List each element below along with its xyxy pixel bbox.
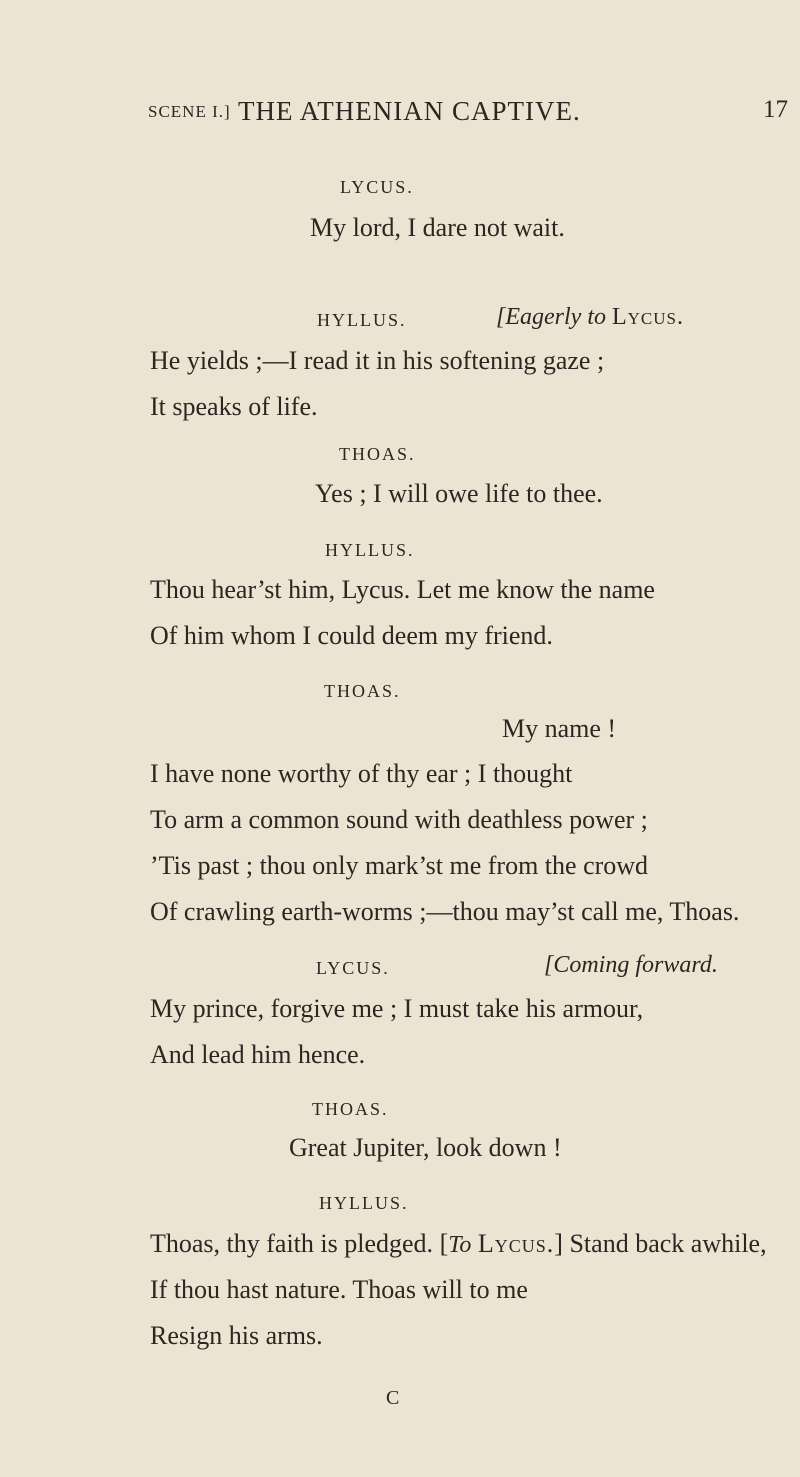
page-number: 17 bbox=[763, 96, 788, 123]
stage-direction bbox=[496, 304, 684, 331]
verse-line: My name ! bbox=[502, 714, 617, 743]
verse-line: My prince, forgive me ; I must take his armour, bbox=[150, 994, 644, 1023]
printer-signature: C bbox=[386, 1387, 400, 1409]
running-head-title: THE ATHENIAN CAPTIVE. bbox=[238, 96, 581, 126]
verse-line: My lord, I dare not wait. bbox=[310, 213, 565, 242]
verse-line: Resign his arms. bbox=[150, 1321, 323, 1350]
verse-line: I have none worthy of thy ear ; I thought bbox=[150, 759, 573, 788]
speaker-name: LYCUS. bbox=[316, 958, 390, 978]
stage-italic: To bbox=[448, 1232, 472, 1258]
speaker-name: HYLLUS. bbox=[325, 540, 415, 560]
verse-line: If thou hast nature. Thoas will to me bbox=[150, 1275, 528, 1304]
verse-line: And lead him hence. bbox=[150, 1040, 366, 1069]
verse-text: Thoas, thy faith is pledged. bbox=[150, 1229, 434, 1258]
verse-line: To arm a common sound with deathless power ; bbox=[150, 805, 648, 834]
stage-bracket: [ bbox=[496, 304, 506, 330]
stage-character-name: Lycus. bbox=[611, 304, 684, 330]
speaker-name: LYCUS. bbox=[340, 177, 414, 197]
speaker-name: THOAS. bbox=[339, 444, 416, 464]
verse-line: Thou hear’st him, Lycus. Let me know the name bbox=[150, 575, 655, 604]
verse-line: He yields ;—I read it in his softening gaze ; bbox=[150, 346, 605, 375]
verse-line: It speaks of life. bbox=[150, 392, 318, 421]
stage-character-name: Lycus. bbox=[477, 1229, 555, 1258]
verse-line: Great Jupiter, look down ! bbox=[289, 1133, 562, 1162]
verse-line: ’Tis past ; thou only mark’st me from the crowd bbox=[150, 851, 649, 880]
stage-italic: Eagerly to bbox=[505, 304, 606, 330]
speaker-name: THOAS. bbox=[312, 1099, 389, 1119]
verse-line: Yes ; I will owe life to thee. bbox=[315, 479, 603, 508]
stage-direction: [Coming forward. bbox=[544, 952, 718, 978]
verse-line: Of him whom I could deem my friend. bbox=[150, 621, 553, 650]
speaker-name: HYLLUS. bbox=[319, 1193, 409, 1213]
verse-line: Thoas, thy faith is pledged. [To Lycus.] Stand back awhile, bbox=[150, 1229, 767, 1258]
verse-text: Stand back awhile, bbox=[569, 1229, 767, 1258]
speaker-name: HYLLUS. bbox=[317, 310, 407, 330]
speaker-name: THOAS. bbox=[324, 681, 401, 701]
verse-line: Of crawling earth-worms ;—thou may’st call me, Thoas. bbox=[150, 897, 740, 926]
running-head-scene: SCENE I.] bbox=[148, 102, 231, 121]
